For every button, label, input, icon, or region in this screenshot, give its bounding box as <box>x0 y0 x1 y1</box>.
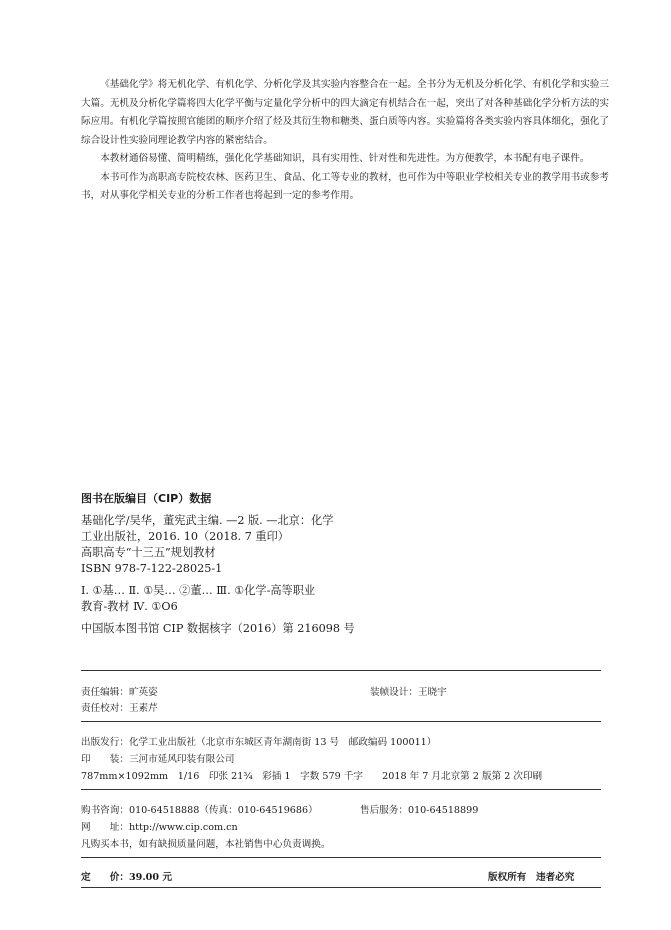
intro-paragraph: 本教材通俗易懂、简明精练，强化化学基础知识，具有实用性、针对性和先进性。为方便教学，本书配有电子课件。 <box>100 153 590 164</box>
designer-credit: 装帧设计：王晓宇 <box>370 687 447 698</box>
divider <box>81 721 601 722</box>
cip-line: ISBN 978-7-122-28025-1 <box>81 562 223 575</box>
divider <box>81 670 601 671</box>
editor-credit: 责任编辑：旷英姿 <box>81 687 158 698</box>
website: 网 址：http://www.cip.com.cn <box>81 822 238 833</box>
cip-classification: Ⅰ. ①基… Ⅱ. ①吴… ②董… Ⅲ. ①化学-高等职业 <box>81 584 316 597</box>
cip-classification: 教育-教材 Ⅳ. ①O6 <box>81 600 178 613</box>
intro-text <box>81 76 609 206</box>
copyright-notice: 版权所有 违者必究 <box>488 872 575 883</box>
purchase-contact: 购书咨询：010-64518888（传真：010-64519686） <box>81 805 318 816</box>
divider <box>81 887 601 888</box>
intro-paragraph: 《基础化学》将无机化学、有机化学、分析化学及其实验内容整合在一起。全书分为无机及分析化学、有机化学和实验三大篇。无机及分析化学篇将四大化学平衡与定量化学分析中的四大滴定有机结合在一起，突出了对各种基础化学分析方法的实际应用。有机化学篇按照官能团的顺序介绍了烃及其衍生物和糖类、蛋白质等内容。实验篇将各类实验内容具体细化，强化了综合设计性实验同理论教学内容的紧密结合。 <box>81 79 609 146</box>
print-specs: 787mm×1092mm 1/16 印张 21¾ 彩插 1 字数 579 千字 2018 年 7 月北京第 2 版第 2 次印刷 <box>81 771 543 782</box>
cip-line: 高职高专“十三五”规划教材 <box>81 546 216 559</box>
publisher-info: 出版发行：化学工业出版社（北京市东城区青年湖南街 13 号 邮政编码 100011） <box>81 737 437 748</box>
cip-title: 图书在版编目（CIP）数据 <box>81 492 212 505</box>
proofreader-credit: 责任校对：王素芹 <box>81 703 158 714</box>
intro-paragraph: 本书可作为高职高专院校农林、医药卫生、食品、化工等专业的教材，也可作为中等职业学校相关专业的教学用书或参考书，对从事化学相关专业的分析工作者也将起到一定的参考作用。 <box>81 171 609 201</box>
quality-notice: 凡购买本书，如有缺损质量问题，本社销售中心负责调换。 <box>81 839 331 850</box>
cip-record <box>81 513 411 637</box>
divider <box>81 857 601 858</box>
cip-line: 基础化学/吴华，董宪武主编. —2 版. —北京：化学 <box>81 514 334 527</box>
printer-info: 印 装：三河市延风印装有限公司 <box>81 754 235 765</box>
after-sales-contact: 售后服务：010-64518899 <box>360 805 479 816</box>
divider <box>81 789 601 790</box>
price: 定 价：39.00 元 <box>81 872 172 883</box>
cip-line: 工业出版社，2016. 10（2018. 7 重印） <box>81 530 289 543</box>
cip-verify-number: 中国版本图书馆 CIP 数据核字（2016）第 216098 号 <box>81 622 355 635</box>
